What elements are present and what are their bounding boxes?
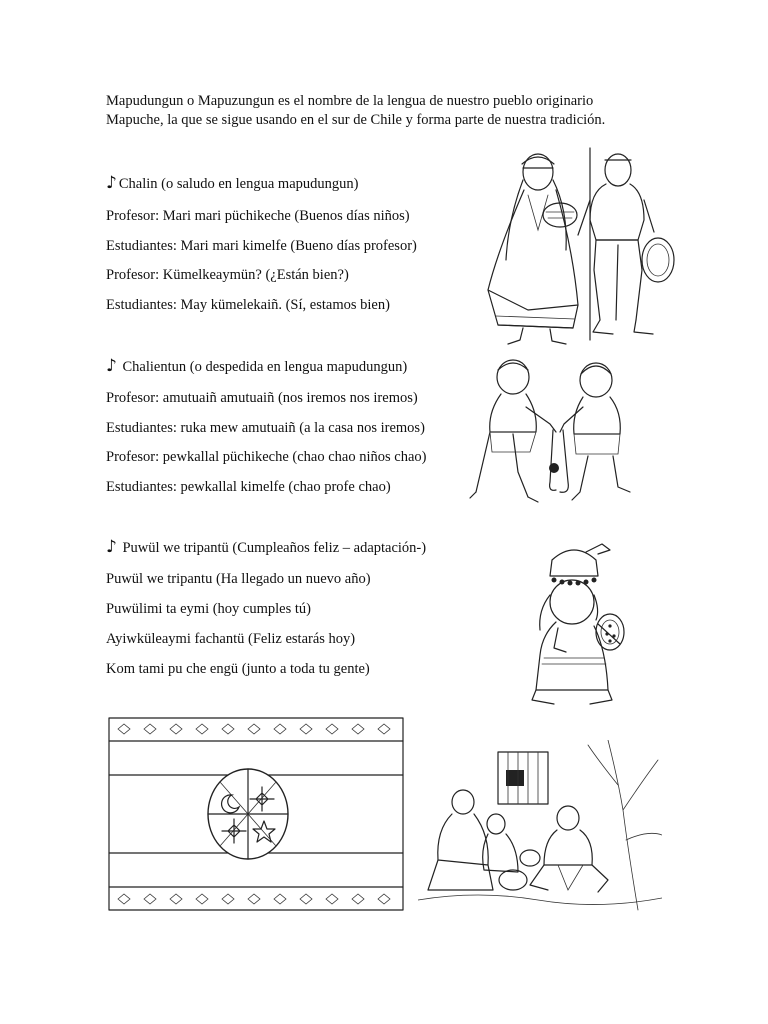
mapuche-flag-illustration [106, 715, 406, 913]
section-2-title: ♪ Chalientun (o despedida en lengua mapudungun) [106, 356, 408, 376]
section-1-line-4: Estudiantes: May kümelekaiñ. (Sí, estamos bien) [106, 297, 390, 313]
music-note-icon: ♪ [106, 537, 117, 557]
mapuche-couple-illustration [478, 140, 683, 350]
section-3-line-1: Puwül we tripantu (Ha llegado un nuevo año) [106, 571, 371, 587]
section-3-line-2: Puwülimi ta eymi (hoy cumples tú) [106, 601, 311, 617]
children-playing-illustration [468, 352, 644, 514]
mapuche-family-scene-illustration [418, 740, 662, 912]
section-2-line-3: Profesor: pewkallal püchikeche (chao chao niños chao) [106, 449, 427, 465]
section-2-line-2: Estudiantes: ruka mew amutuaiñ (a la casa nos iremos) [106, 420, 425, 436]
girl-with-drum-illustration [514, 540, 642, 712]
music-note-icon: ♪ [106, 173, 117, 193]
section-3-line-4: Kom tami pu che engü (junto a toda tu gente) [106, 661, 370, 677]
section-3-line-3: Ayiwküleaymi fachantü (Feliz estarás hoy) [106, 631, 356, 647]
section-1-title: ♪ Chalin (o saludo en lengua mapudungun) [106, 173, 359, 193]
intro-paragraph [106, 92, 666, 130]
music-note-icon: ♪ [106, 356, 117, 376]
section-2-line-4: Estudiantes: pewkallal kimelfe (chao profe chao) [106, 479, 391, 495]
intro-line-2: Mapuche, la que se sigue usando en el sur de Chile y forma parte de nuestra tradición. [106, 112, 606, 128]
section-2-line-1: Profesor: amutuaiñ amutuaiñ (nos iremos nos iremos) [106, 390, 418, 406]
section-1-line-3: Profesor: Kümelkeaymün? (¿Están bien?) [106, 267, 349, 283]
section-1-line-1: Profesor: Mari mari püchikeche (Buenos días niños) [106, 208, 410, 224]
section-1-line-2: Estudiantes: Mari mari kimelfe (Bueno días profesor) [106, 238, 417, 254]
intro-line-1: Mapudungun o Mapuzungun es el nombre de la lengua de nuestro pueblo originario [106, 93, 594, 109]
section-3-title: ♪ Puwül we tripantü (Cumpleaños feliz – adaptación-) [106, 537, 427, 557]
